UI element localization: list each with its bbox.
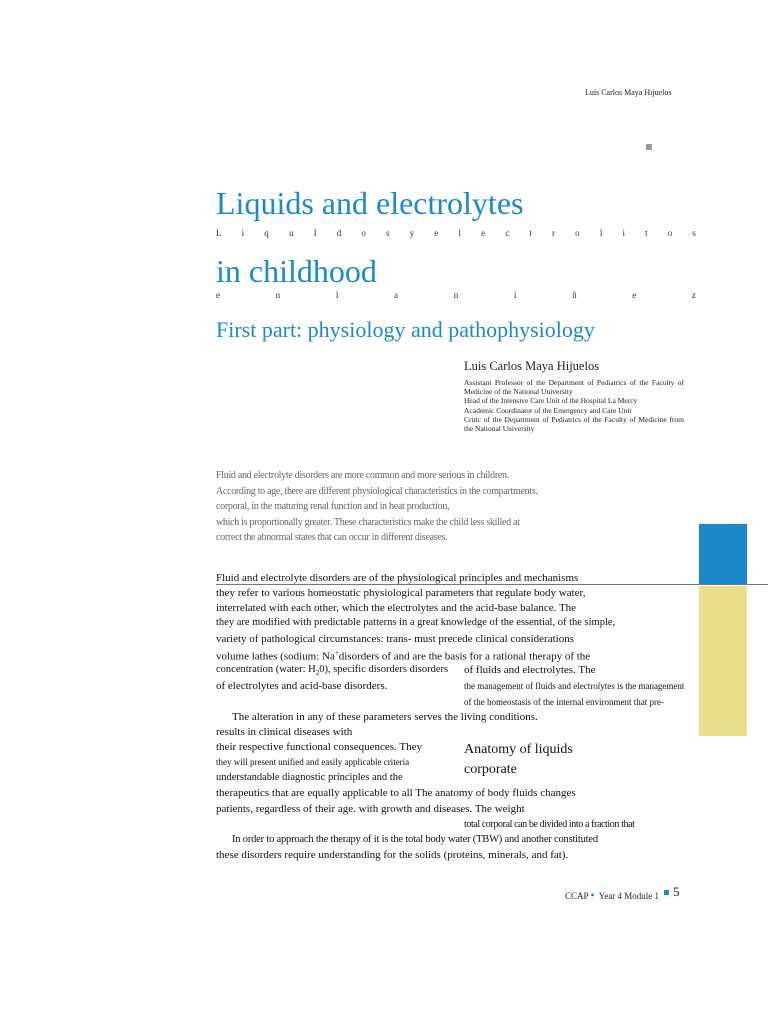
author-affiliations [464,378,684,433]
body-line: of electrolytes and acid-base disorders. [216,680,388,692]
footer-square [664,890,669,895]
body-text: disorders of and are the basis for a rational therapy of the [338,650,591,663]
side-color-bar-blue [699,524,747,584]
spanish-title-letter: a [394,290,399,300]
body-line: results in clinical diseases with [216,726,353,738]
abstract-line: Fluid and electrolyte disorders are more common and more serious in children. [216,470,509,481]
spanish-title-line1 [216,228,696,238]
body-text: volume lathes (sodium: Na [216,650,335,663]
abstract-line: correct the abnormal states that can occur in different diseases. [216,532,448,543]
spanish-title-letter: i [622,228,625,238]
horizontal-rule [216,584,768,585]
section-heading [464,740,573,780]
body-line-small: they will present unified and easily applicable criteria [216,757,410,767]
spanish-title-letter: t [529,228,532,238]
running-header-author: Luis Carlos Maya Hijuelos [585,88,672,97]
author-name: Luis Carlos Maya Hijuelos [464,359,600,373]
spanish-title-letter: l [335,290,339,300]
spanish-title-letter: y [409,228,415,238]
spanish-title-letter: d [336,228,342,238]
body-line-small: the management of fluids and electrolytes is the management [464,681,685,691]
body-line: patients, regardless of their age. with growth and diseases. The weight [216,803,525,815]
spanish-title-letter: l [458,228,461,238]
superscript: + [334,649,339,657]
body-line-small: of the homeostasis of the internal environment that pre- [464,697,664,707]
article-subtitle: First part: physiology and pathophysiology [216,317,595,342]
spanish-title-letter: e [434,228,439,238]
article-title-line2: in childhood [216,253,377,289]
subscript: 2 [315,669,320,678]
spanish-title-letter: c [505,228,510,238]
affiliation-line: Critic of the Department of Pediatrics of the Faculty of Medicine from the National University [464,414,684,434]
spanish-title-letter: r [552,228,556,238]
affiliation-line: Academic Coordinator of the Emergency and Care Unit [464,405,632,415]
spanish-title-letter: o [361,228,366,238]
spanish-title-letter: n [453,290,459,300]
footer-issue: Year 4 Module 1 [598,891,660,901]
side-color-bar-yellow [699,586,747,736]
body-text: concentration (water: H [216,664,316,675]
body-line: Fluid and electrolyte disorders are of the physiological principles and mechanisms [216,572,579,584]
article-title-line1: Liquids and electrolytes [216,185,524,221]
section-heading-line: Anatomy of liquids [464,742,573,757]
abstract-line: According to age, there are different physiological characteristics in the compartments. [216,485,538,497]
body-text: 0), specific disorders disorders [319,664,449,675]
spanish-title-letter: e [632,290,637,300]
spanish-title-letter: n [275,290,281,300]
abstract-line: corporal, in the maturing renal function and in heat production, [216,501,450,512]
body-line-sodium [216,649,590,663]
spanish-title-letter: s [386,228,390,238]
body-line: they are modified with predictable patterns in a great knowledge of the essential, of the simple, [216,617,616,628]
spanish-title-letter: q [264,228,269,238]
page-number: 5 [673,884,680,899]
body-line-water [216,664,448,677]
section-heading-line: corporate [464,762,517,777]
spanish-title-letter: i [513,290,517,300]
spanish-title-letter: e [216,290,220,300]
spanish-title-letter: z [691,290,696,300]
spanish-title-letter: ñ [572,290,577,300]
spanish-title-letter: l [599,228,603,238]
spanish-title-letter: s [692,228,696,238]
body-line: of fluids and electrolytes. The [464,664,596,676]
body-line: they refer to various homeostatic physiological parameters that regulate body water, [216,587,586,599]
affiliation-line: Assistant Professor of the Department of Pediatrics of the Faculty of Medicine of the National University [464,378,684,397]
body-line: total corporal can be divided into a fraction that [464,819,635,830]
body-line: these disorders require understanding for the solids (proteins, minerals, and fat). [216,849,569,861]
body-line: interrelated with each other, which the electrolytes and the acid-base balance. The [216,602,577,614]
footer-journal [565,888,659,903]
body-line: therapeutics that are equally applicable to all The anatomy of body fluids changes [216,787,576,799]
spanish-title-line2 [216,290,696,300]
body-line: The alteration in any of these parameters serves the living conditions. [232,711,538,723]
body-line: understandable diagnostic principles and the [216,772,403,783]
affiliation-line: Head of the Intensive Care Unit of the Hospital La Mercy [464,396,638,406]
abstract-line: which is proportionally greater. These characteristics make the child less skilled at [216,516,520,528]
body-line: their respective functional consequences. They [216,741,422,753]
spanish-title-letter: I [313,228,317,238]
spanish-title-letter: i [241,228,245,238]
journal-name: CCAP [565,891,589,901]
decorative-square [646,144,652,150]
spanish-title-letter: L [216,228,222,238]
body-line: variety of pathological circumstances: trans- must precede clinical considerations [216,633,574,645]
spanish-title-letter: t [645,228,648,238]
abstract [216,468,592,546]
spanish-title-letter: u [288,228,294,238]
spanish-title-letter: o [575,228,580,238]
spanish-title-letter: e [481,228,486,238]
body-line: In order to approach the therapy of it is the total body water (TBW) and another constituted [232,834,598,845]
footer-bullet: • [590,888,595,902]
spanish-title-letter: o [667,228,673,238]
